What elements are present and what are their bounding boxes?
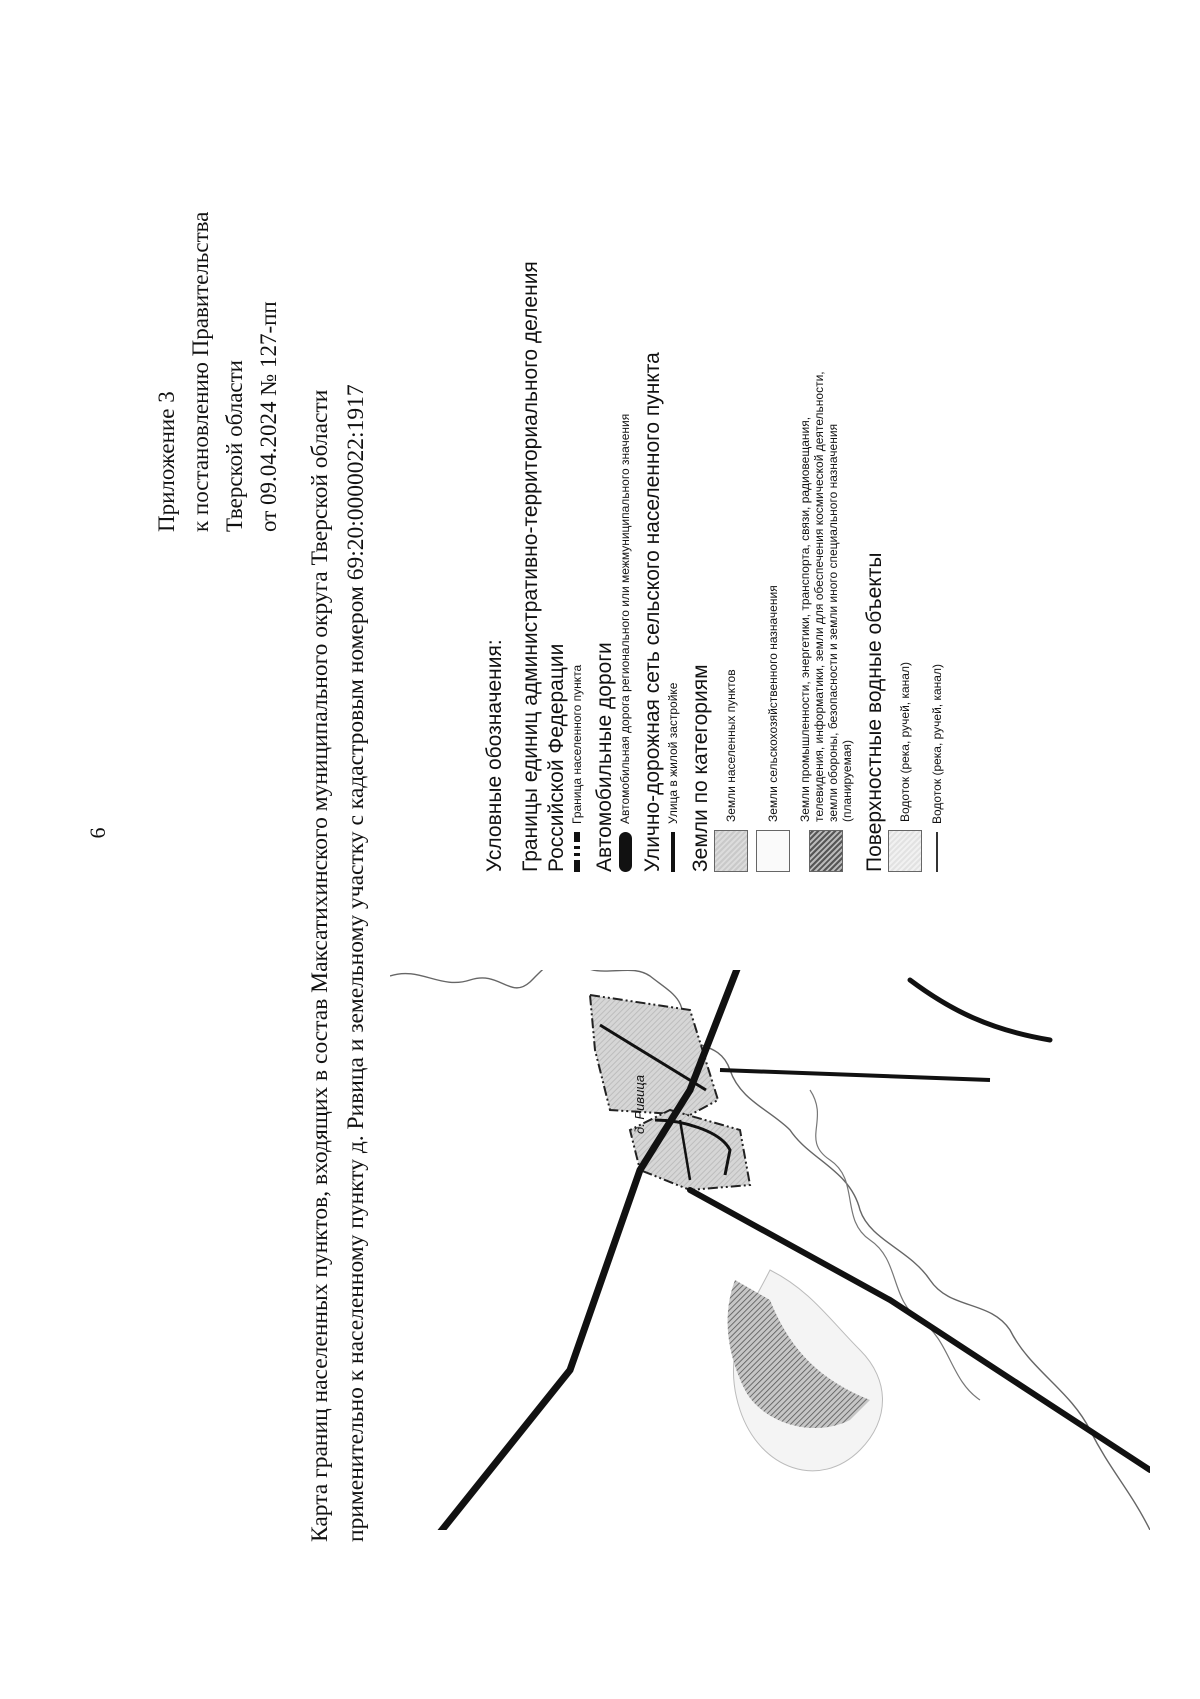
map-drawing <box>390 970 1150 1530</box>
boundary-swatch <box>574 832 580 872</box>
legend-section-title: Земли по категориям <box>689 664 712 872</box>
legend-item <box>570 0 584 872</box>
legend-item <box>714 0 748 872</box>
legend-item-label: Граница населенного пункта <box>570 664 584 824</box>
settlement-swatch <box>714 830 748 872</box>
appendix-line: от 09.04.2024 № 127-пп <box>256 301 281 532</box>
legend-item <box>756 0 790 872</box>
legend-item-label: земли обороны, безопасности и земли иного специального назначения <box>826 423 840 822</box>
regional-road <box>390 970 760 1530</box>
appendix-line: Тверской области <box>222 360 247 532</box>
legend-item-label: телевидения, информатики, земли для обеспечения космической деятельности, <box>812 371 826 822</box>
appendix-line: к постановлению Правительства <box>188 211 213 532</box>
legend-heading: Условные обозначения: <box>483 639 506 872</box>
page-number: 6 <box>85 827 110 839</box>
legend-item-label: Улица в жилой застройке <box>666 682 680 824</box>
street-swatch <box>671 832 675 872</box>
legend-item <box>798 0 854 872</box>
settlement-area <box>590 995 718 1115</box>
agricultural-swatch <box>756 830 790 872</box>
map-title-line: применительно к населенному пункту д. Ривица и земельному участку с кадастровым номером 69:20:0000022:1917 <box>343 384 369 1542</box>
appendix-line: Приложение 3 <box>154 391 179 532</box>
legend-item-label: Автомобильная дорога регионального или межмуниципального значения <box>618 413 632 824</box>
legend-item-label: (планируемая) <box>840 740 854 822</box>
legend-item <box>888 0 922 872</box>
legend-section-title: Российской Федерации <box>545 643 568 872</box>
legend-item <box>930 0 944 872</box>
road-swatch <box>619 832 632 872</box>
legend-item <box>618 0 632 872</box>
legend-item-label: Земли населенных пунктов <box>724 669 738 822</box>
map-title <box>302 384 374 1542</box>
legend-item-label-multiline <box>798 371 854 822</box>
legend-item <box>666 0 680 872</box>
legend-section-title: Поверхностные водные объекты <box>863 552 886 872</box>
map-legend <box>482 0 944 872</box>
legend-section-title: Границы единиц административно-территориального деления <box>519 261 542 872</box>
water-line-swatch <box>936 832 938 872</box>
regional-road <box>720 1070 990 1080</box>
legend-section-title: Улично-дорожная сеть сельского населенного пункта <box>641 352 664 872</box>
water-area-swatch <box>888 830 922 872</box>
village-label: д. Ривица <box>632 1074 647 1134</box>
legend-item-label: Водоток (река, ручей, канал) <box>930 664 944 824</box>
appendix-header <box>150 212 286 532</box>
legend-item-label: Земли сельскохозяйственного назначения <box>766 585 780 822</box>
legend-item-label: Земли промышленности, энергетики, транспорта, связи, радиовещания, <box>798 416 812 822</box>
legend-item-label: Водоток (река, ручей, канал) <box>898 662 912 822</box>
legend-section-title: Автомобильные дороги <box>593 642 616 872</box>
regional-road <box>910 980 1050 1040</box>
map-title-line: Карта границ населенных пунктов, входящих в состав Максатихинского муниципального округа Тверской области <box>307 389 333 1542</box>
industrial-swatch <box>809 830 843 872</box>
